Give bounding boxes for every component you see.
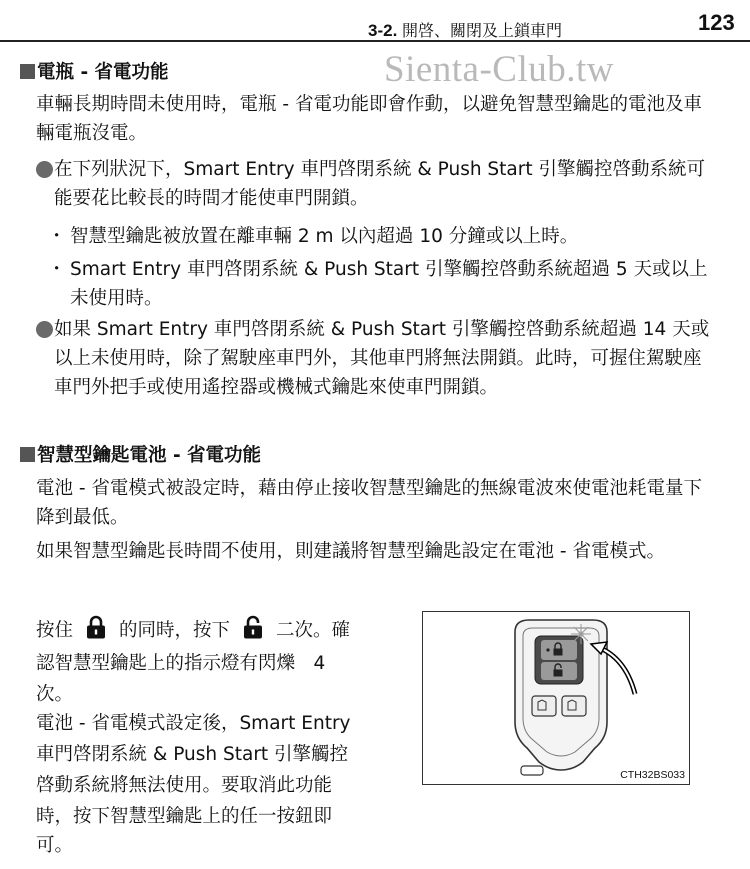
header-rule <box>0 40 750 42</box>
sub-list-item <box>52 255 712 313</box>
sub-list-marker: ･ <box>52 259 62 280</box>
instruction-line: 認智慧型鑰匙上的指示燈有閃爍 4 <box>36 653 326 674</box>
bullet-item <box>36 315 716 402</box>
instruction-text: 二次。確 <box>276 620 351 641</box>
sub-list-item <box>52 222 712 251</box>
section-number: 3-2. <box>368 21 398 40</box>
sub-list-marker: ･ <box>52 226 62 247</box>
instruction-text: 按住 <box>36 620 74 641</box>
bullet-icon <box>36 161 53 178</box>
instruction-line: 時，按下智慧型鑰匙上的任一按鈕即 <box>36 806 333 827</box>
paragraph: 如果智慧型鑰匙長時間不使用，則建議將智慧型鑰匙設定在電池 - 省電模式。 <box>36 541 665 562</box>
instruction-line: 啓動系統將無法使用。要取消此功能 <box>36 775 333 796</box>
lock-icon <box>85 615 107 650</box>
smart-key-figure <box>422 611 690 785</box>
smart-key-illustration <box>423 612 688 783</box>
figure-code: CTH32BS033 <box>620 769 685 781</box>
section-heading-text: 電瓶 - 省電功能 <box>37 62 169 83</box>
watermark: Sienta-Club.tw <box>384 49 615 90</box>
square-bullet-icon <box>20 447 35 462</box>
paragraph: 電池 - 省電模式被設定時，藉由停止接收智慧型鑰匙的無線電波來使電池耗電量下降到最低。 <box>36 478 702 528</box>
bullet-text: 如果 Smart Entry 車門啓閉系統 & Push Start 引擎觸控啓動系統超過 14 天或以上未使用時，除了駕駛座車門外，其他車門將無法開鎖。此時，可握住駕駛座車門外把手或使用遙控器或機械式鑰匙來使車門開鎖。 <box>54 319 710 398</box>
unlock-icon <box>242 615 264 650</box>
sub-list-text: Smart Entry 車門啓閉系統 & Push Start 引擎觸控啓動系統超過 5 天或以上未使用時。 <box>70 259 708 309</box>
paragraph: 車輛長期時間未使用時，電瓶 - 省電功能即會作動，以避免智慧型鑰匙的電池及車輛電瓶沒電。 <box>36 94 702 144</box>
square-bullet-icon <box>20 64 35 79</box>
instruction-line <box>36 614 411 650</box>
section-title: 開啓、關閉及上鎖車門 <box>402 21 563 40</box>
page-number: 123 <box>698 10 735 35</box>
instruction-line: 可。 <box>36 835 74 856</box>
instruction-line: 次。 <box>36 684 74 705</box>
section-heading-text: 智慧型鑰匙電池 - 省電功能 <box>37 445 262 466</box>
section-heading-battery-saving <box>20 58 169 84</box>
bullet-item <box>36 155 716 213</box>
instruction-line: 車門啓閉系統 & Push Start 引擎觸控 <box>36 744 349 765</box>
bullet-text: 在下列狀況下，Smart Entry 車門啓閉系統 & Push Start 引擎觸控啓動系統可能要花比較長的時間才能使車門開鎖。 <box>54 159 706 209</box>
instruction-line: 電池 - 省電模式設定後，Smart Entry <box>36 713 351 734</box>
header-section <box>368 18 562 41</box>
sub-list-text: 智慧型鑰匙被放置在離車輛 2 m 以內超過 10 分鐘或以上時。 <box>70 226 579 247</box>
bullet-icon <box>36 321 53 338</box>
section-heading-key-battery-saving <box>20 441 261 467</box>
instruction-text: 的同時，按下 <box>119 620 231 641</box>
